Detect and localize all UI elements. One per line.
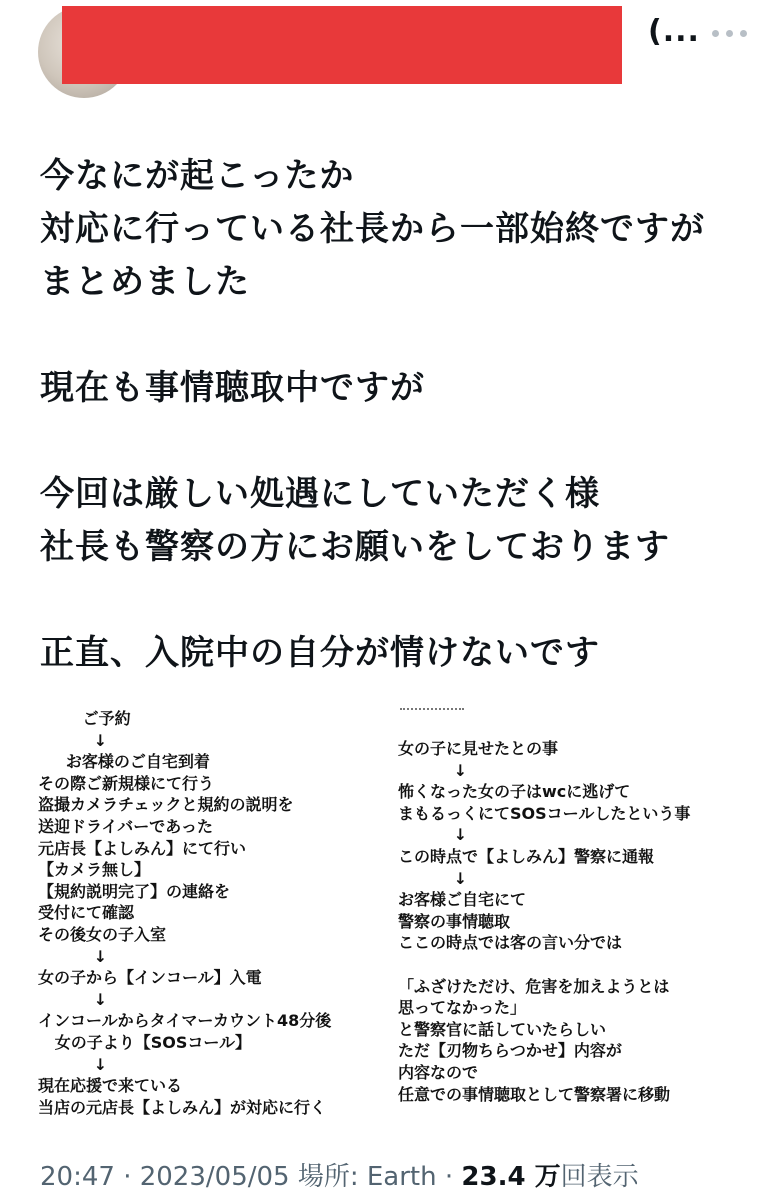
more-dot [712,30,719,37]
tweet-timestamp[interactable]: 20:47 · 2023/05/05 場所: Earth · [40,1162,462,1192]
tweet-header [0,0,782,110]
view-count-label: 回表示 [560,1162,639,1192]
attached-image[interactable] [0,700,782,1118]
view-count: 23.4 万 [461,1162,561,1192]
more-dot [726,30,733,37]
attached-image-cropped-line [400,708,464,714]
tweet-text: 今なにが起こったか 対応に行っている社長から一部始終ですが まとめました 現在も事情聴取中ですが 今回は厳しい処遇にしていただく様 社長も警察の方にお願いをしております 正直、入院中の自分が情けないです [40,156,705,673]
tweet-meta [40,1156,639,1193]
user-handle-truncated[interactable]: (... [648,14,700,49]
more-dot [740,30,747,37]
redacted-name-block [62,6,622,84]
attached-image-right-column: 女の子に見せたとの事 ↓ 怖くなった女の子はwcに逃げて まもるっくにてSOSコールしたという事 ↓ この時点で【よしみん】警察に通報 ↓ お客様ご自宅にて 警察の事情聴取 ここの時点では客の言い分では 「ふざけただけ、危害を加えようとは 思ってなかった」 と警察官に話していたらしい ただ【刃物ちらつかせ】内容が 内容なので 任意での事情聴取として警察署に移動 [398,739,691,1104]
attached-image-left-column: ご予約 ↓ お客様のご自宅到着 その際ご新規様にて行う 盗撮カメラチェックと規約の説明を 送迎ドライバーであった 元店長【よしみん】にて行い 【カメラ無し】 【規約説明完了】の連絡を 受付にて確認 その後女の子入室 ↓ 女の子から【インコール】入電 ↓ インコールからタイマーカウント48分後 女の子より【SOSコール】 ↓ 現在応援で来ている 当店の元店長【よしみん】が対応に行く [38,709,332,1117]
more-horizontal-icon[interactable] [712,30,752,38]
